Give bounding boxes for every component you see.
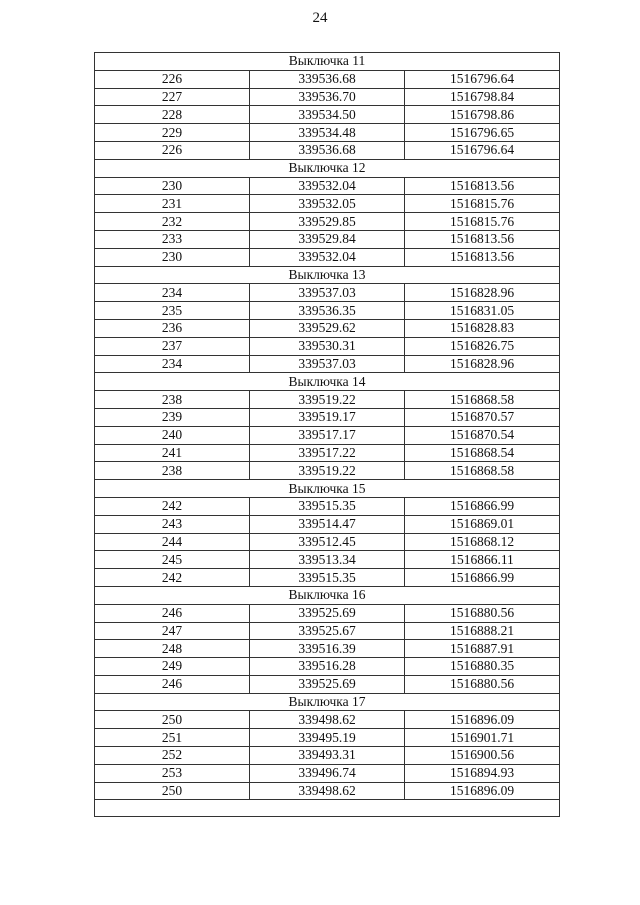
table-row bbox=[95, 391, 560, 409]
section-header-row bbox=[95, 586, 560, 604]
table-row bbox=[95, 533, 560, 551]
x-coordinate-cell: 339536.68 bbox=[250, 70, 405, 88]
table-row bbox=[95, 782, 560, 800]
point-number-cell: 240 bbox=[95, 426, 250, 444]
x-coordinate-cell: 339537.03 bbox=[250, 355, 405, 373]
table-row bbox=[95, 462, 560, 480]
point-number-cell: 234 bbox=[95, 355, 250, 373]
x-coordinate-cell: 339516.39 bbox=[250, 640, 405, 658]
y-coordinate-cell: 1516796.64 bbox=[405, 141, 560, 159]
point-number-cell: 228 bbox=[95, 106, 250, 124]
empty-cell bbox=[95, 800, 560, 817]
point-number-cell: 243 bbox=[95, 515, 250, 533]
point-number-cell: 237 bbox=[95, 337, 250, 355]
table-row bbox=[95, 302, 560, 320]
y-coordinate-cell: 1516896.09 bbox=[405, 782, 560, 800]
x-coordinate-cell: 339525.69 bbox=[250, 675, 405, 693]
y-coordinate-cell: 1516866.99 bbox=[405, 497, 560, 515]
coordinates-table-wrapper bbox=[94, 52, 560, 817]
table-row bbox=[95, 622, 560, 640]
point-number-cell: 233 bbox=[95, 230, 250, 248]
section-header-row bbox=[95, 266, 560, 284]
point-number-cell: 226 bbox=[95, 70, 250, 88]
x-coordinate-cell: 339525.69 bbox=[250, 604, 405, 622]
y-coordinate-cell: 1516870.57 bbox=[405, 408, 560, 426]
x-coordinate-cell: 339537.03 bbox=[250, 284, 405, 302]
x-coordinate-cell: 339517.22 bbox=[250, 444, 405, 462]
x-coordinate-cell: 339519.17 bbox=[250, 408, 405, 426]
point-number-cell: 238 bbox=[95, 391, 250, 409]
point-number-cell: 242 bbox=[95, 569, 250, 587]
y-coordinate-cell: 1516868.54 bbox=[405, 444, 560, 462]
y-coordinate-cell: 1516888.21 bbox=[405, 622, 560, 640]
x-coordinate-cell: 339512.45 bbox=[250, 533, 405, 551]
point-number-cell: 246 bbox=[95, 604, 250, 622]
y-coordinate-cell: 1516880.56 bbox=[405, 604, 560, 622]
x-coordinate-cell: 339529.85 bbox=[250, 213, 405, 231]
y-coordinate-cell: 1516880.56 bbox=[405, 675, 560, 693]
x-coordinate-cell: 339534.48 bbox=[250, 124, 405, 142]
point-number-cell: 238 bbox=[95, 462, 250, 480]
section-title: Выключка 11 bbox=[95, 53, 560, 71]
table-row bbox=[95, 319, 560, 337]
point-number-cell: 230 bbox=[95, 248, 250, 266]
section-header-row bbox=[95, 693, 560, 711]
x-coordinate-cell: 339536.70 bbox=[250, 88, 405, 106]
x-coordinate-cell: 339530.31 bbox=[250, 337, 405, 355]
point-number-cell: 234 bbox=[95, 284, 250, 302]
y-coordinate-cell: 1516866.99 bbox=[405, 569, 560, 587]
y-coordinate-cell: 1516901.71 bbox=[405, 729, 560, 747]
y-coordinate-cell: 1516866.11 bbox=[405, 551, 560, 569]
table-row bbox=[95, 604, 560, 622]
y-coordinate-cell: 1516894.93 bbox=[405, 764, 560, 782]
empty-row bbox=[95, 800, 560, 817]
x-coordinate-cell: 339536.68 bbox=[250, 141, 405, 159]
table-row bbox=[95, 141, 560, 159]
table-row bbox=[95, 124, 560, 142]
coordinates-table bbox=[94, 52, 560, 817]
x-coordinate-cell: 339515.35 bbox=[250, 569, 405, 587]
coordinates-table-body bbox=[95, 53, 560, 817]
section-title: Выключка 16 bbox=[95, 586, 560, 604]
point-number-cell: 226 bbox=[95, 141, 250, 159]
point-number-cell: 232 bbox=[95, 213, 250, 231]
point-number-cell: 239 bbox=[95, 408, 250, 426]
point-number-cell: 236 bbox=[95, 319, 250, 337]
x-coordinate-cell: 339532.04 bbox=[250, 177, 405, 195]
y-coordinate-cell: 1516896.09 bbox=[405, 711, 560, 729]
table-row bbox=[95, 658, 560, 676]
table-row bbox=[95, 195, 560, 213]
y-coordinate-cell: 1516796.64 bbox=[405, 70, 560, 88]
section-title: Выключка 17 bbox=[95, 693, 560, 711]
table-row bbox=[95, 711, 560, 729]
section-header-row bbox=[95, 373, 560, 391]
y-coordinate-cell: 1516900.56 bbox=[405, 747, 560, 765]
table-row bbox=[95, 337, 560, 355]
point-number-cell: 248 bbox=[95, 640, 250, 658]
x-coordinate-cell: 339514.47 bbox=[250, 515, 405, 533]
table-row bbox=[95, 497, 560, 515]
table-row bbox=[95, 230, 560, 248]
y-coordinate-cell: 1516813.56 bbox=[405, 230, 560, 248]
x-coordinate-cell: 339529.62 bbox=[250, 319, 405, 337]
table-row bbox=[95, 284, 560, 302]
y-coordinate-cell: 1516870.54 bbox=[405, 426, 560, 444]
table-row bbox=[95, 515, 560, 533]
point-number-cell: 242 bbox=[95, 497, 250, 515]
point-number-cell: 246 bbox=[95, 675, 250, 693]
point-number-cell: 247 bbox=[95, 622, 250, 640]
point-number-cell: 253 bbox=[95, 764, 250, 782]
point-number-cell: 252 bbox=[95, 747, 250, 765]
x-coordinate-cell: 339498.62 bbox=[250, 782, 405, 800]
point-number-cell: 250 bbox=[95, 782, 250, 800]
y-coordinate-cell: 1516815.76 bbox=[405, 213, 560, 231]
y-coordinate-cell: 1516868.58 bbox=[405, 462, 560, 480]
y-coordinate-cell: 1516813.56 bbox=[405, 177, 560, 195]
point-number-cell: 235 bbox=[95, 302, 250, 320]
point-number-cell: 241 bbox=[95, 444, 250, 462]
x-coordinate-cell: 339519.22 bbox=[250, 391, 405, 409]
section-header-row bbox=[95, 53, 560, 71]
y-coordinate-cell: 1516813.56 bbox=[405, 248, 560, 266]
table-row bbox=[95, 248, 560, 266]
y-coordinate-cell: 1516828.96 bbox=[405, 355, 560, 373]
x-coordinate-cell: 339532.05 bbox=[250, 195, 405, 213]
x-coordinate-cell: 339536.35 bbox=[250, 302, 405, 320]
y-coordinate-cell: 1516828.96 bbox=[405, 284, 560, 302]
table-row bbox=[95, 355, 560, 373]
table-row bbox=[95, 88, 560, 106]
table-row bbox=[95, 729, 560, 747]
table-row bbox=[95, 675, 560, 693]
y-coordinate-cell: 1516880.35 bbox=[405, 658, 560, 676]
table-row bbox=[95, 426, 560, 444]
point-number-cell: 249 bbox=[95, 658, 250, 676]
section-title: Выключка 14 bbox=[95, 373, 560, 391]
y-coordinate-cell: 1516828.83 bbox=[405, 319, 560, 337]
y-coordinate-cell: 1516796.65 bbox=[405, 124, 560, 142]
table-row bbox=[95, 764, 560, 782]
x-coordinate-cell: 339519.22 bbox=[250, 462, 405, 480]
point-number-cell: 231 bbox=[95, 195, 250, 213]
section-title: Выключка 13 bbox=[95, 266, 560, 284]
x-coordinate-cell: 339517.17 bbox=[250, 426, 405, 444]
y-coordinate-cell: 1516869.01 bbox=[405, 515, 560, 533]
y-coordinate-cell: 1516887.91 bbox=[405, 640, 560, 658]
y-coordinate-cell: 1516868.58 bbox=[405, 391, 560, 409]
y-coordinate-cell: 1516831.05 bbox=[405, 302, 560, 320]
x-coordinate-cell: 339516.28 bbox=[250, 658, 405, 676]
x-coordinate-cell: 339496.74 bbox=[250, 764, 405, 782]
x-coordinate-cell: 339493.31 bbox=[250, 747, 405, 765]
page-number: 24 bbox=[312, 10, 328, 26]
x-coordinate-cell: 339513.34 bbox=[250, 551, 405, 569]
point-number-cell: 229 bbox=[95, 124, 250, 142]
section-header-row bbox=[95, 480, 560, 498]
y-coordinate-cell: 1516868.12 bbox=[405, 533, 560, 551]
x-coordinate-cell: 339529.84 bbox=[250, 230, 405, 248]
point-number-cell: 250 bbox=[95, 711, 250, 729]
x-coordinate-cell: 339498.62 bbox=[250, 711, 405, 729]
point-number-cell: 251 bbox=[95, 729, 250, 747]
y-coordinate-cell: 1516826.75 bbox=[405, 337, 560, 355]
table-row bbox=[95, 444, 560, 462]
table-row bbox=[95, 213, 560, 231]
point-number-cell: 227 bbox=[95, 88, 250, 106]
table-row bbox=[95, 177, 560, 195]
section-title: Выключка 15 bbox=[95, 480, 560, 498]
x-coordinate-cell: 339495.19 bbox=[250, 729, 405, 747]
table-row bbox=[95, 70, 560, 88]
table-row bbox=[95, 747, 560, 765]
point-number-cell: 230 bbox=[95, 177, 250, 195]
point-number-cell: 244 bbox=[95, 533, 250, 551]
table-row bbox=[95, 640, 560, 658]
section-header-row bbox=[95, 159, 560, 177]
x-coordinate-cell: 339515.35 bbox=[250, 497, 405, 515]
y-coordinate-cell: 1516815.76 bbox=[405, 195, 560, 213]
table-row bbox=[95, 106, 560, 124]
point-number-cell: 245 bbox=[95, 551, 250, 569]
x-coordinate-cell: 339534.50 bbox=[250, 106, 405, 124]
x-coordinate-cell: 339525.67 bbox=[250, 622, 405, 640]
table-row bbox=[95, 408, 560, 426]
y-coordinate-cell: 1516798.86 bbox=[405, 106, 560, 124]
table-row bbox=[95, 551, 560, 569]
table-row bbox=[95, 569, 560, 587]
y-coordinate-cell: 1516798.84 bbox=[405, 88, 560, 106]
section-title: Выключка 12 bbox=[95, 159, 560, 177]
x-coordinate-cell: 339532.04 bbox=[250, 248, 405, 266]
